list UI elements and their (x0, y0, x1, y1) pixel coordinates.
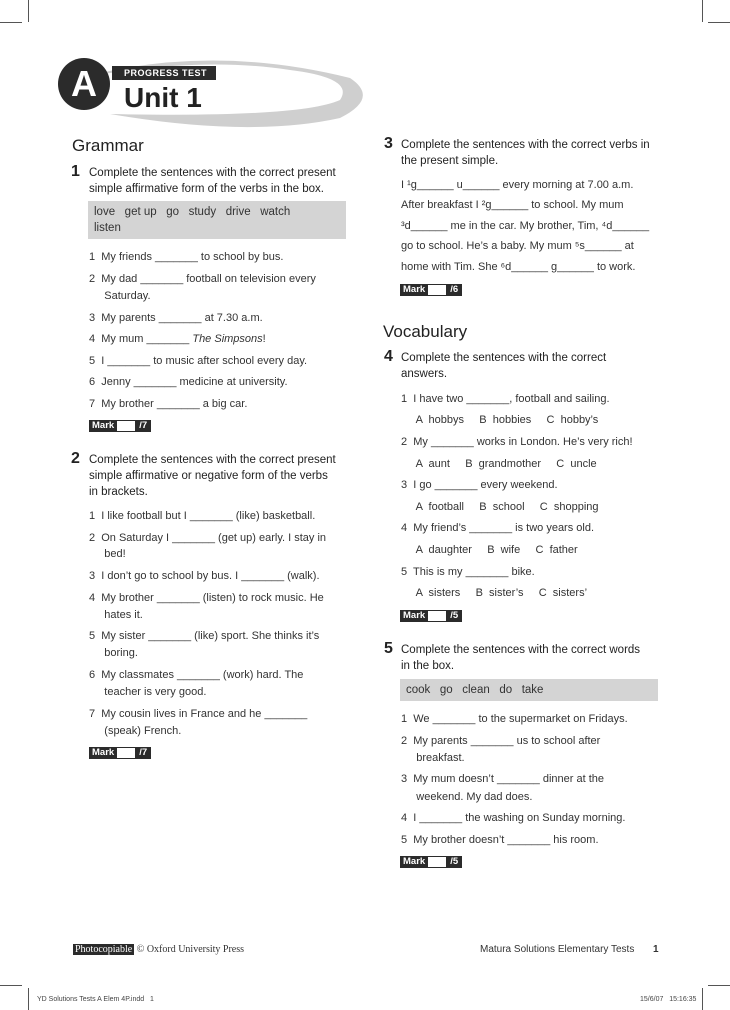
publisher-text: © Oxford University Press (136, 944, 245, 955)
sentence-item: 3 I don’t go to school by bus. I _______ (walk). (89, 570, 320, 582)
sentence-item: boring. (89, 647, 138, 659)
exercise-instruction: simple affirmative form of the verbs in the box. (89, 183, 324, 195)
mark-label: Mark (400, 856, 428, 868)
sentence-item: 1 I like football but I _______ (like) basketball. (89, 510, 316, 522)
sentence-item: (speak) French. (89, 725, 182, 737)
exercise-number: 4 (384, 348, 393, 365)
mark-blank (117, 747, 135, 759)
sentence-item: breakfast. (401, 752, 465, 764)
exercise-instruction: simple affirmative or negative form of the verbs (89, 470, 328, 482)
mark-blank (428, 610, 446, 622)
sentence-item: 6 Jenny _______ medicine at university. (89, 376, 288, 388)
unit-letter-badge: A (58, 58, 110, 110)
word-box-line: listen (94, 222, 121, 234)
text-line: ³d______ me in the car. My brother, Tim, ⁴d______ (401, 220, 650, 232)
sentence-item: 5 My brother doesn’t _______ his room. (401, 834, 599, 846)
crop-mark (702, 988, 703, 1010)
sentence-item: hates it. (89, 609, 143, 621)
sentence-item: 6 My classmates _______ (work) hard. The (89, 669, 304, 681)
copyright-footer (73, 944, 244, 955)
sentence-item (89, 331, 266, 348)
book-title-footer: Matura Solutions Elementary Tests (480, 944, 635, 955)
sentence-item: 4 My brother _______ (listen) to rock music. He (89, 592, 324, 604)
question-item: 3 I go _______ every weekend. (401, 479, 558, 491)
mark-blank (428, 284, 446, 296)
question-item: 5 This is my _______ bike. (401, 566, 535, 578)
mark-label: Mark (89, 747, 117, 759)
exercise-number: 1 (71, 163, 80, 180)
crop-mark (702, 0, 703, 22)
sentence-item: 3 My mum doesn’t _______ dinner at the (401, 773, 605, 785)
mark-blank (428, 856, 446, 868)
exercise-number: 5 (384, 640, 393, 657)
mark-box (400, 610, 462, 622)
mark-total: /7 (135, 747, 151, 759)
sentence-item: 5 I _______ to music after school every day. (89, 355, 308, 367)
mark-label: Mark (400, 284, 428, 296)
mark-box (89, 747, 151, 759)
sentence-text: 4 My mum _______ (89, 333, 193, 345)
mark-total: /7 (135, 420, 151, 432)
photocopiable-label: Photocopiable (75, 944, 133, 955)
sentence-item: 1 We _______ to the supermarket on Fridays. (401, 713, 628, 725)
crop-mark (0, 22, 22, 23)
text-line: home with Tim. She ⁶d______ g______ to work. (401, 261, 636, 273)
mark-label: Mark (89, 420, 117, 432)
grammar-heading: Grammar (72, 136, 144, 155)
exercise-instruction: in brackets. (89, 486, 148, 498)
question-item: 4 My friend’s _______ is two years old. (401, 522, 595, 534)
crop-mark (0, 985, 22, 986)
sentence-item: weekend. My dad does. (401, 791, 533, 803)
sentence-item: 1 My friends _______ to school by bus. (89, 251, 284, 263)
file-name-slug: YD Solutions Tests A Elem 4P.indd 1 (37, 996, 154, 1003)
text-line: I ¹g______ u______ every morning at 7.00 a.m. (401, 179, 634, 191)
crop-mark (28, 0, 29, 22)
sentence-item: 2 My parents _______ us to school after (401, 735, 601, 747)
crop-mark (28, 988, 29, 1010)
exercise-instruction: Complete the sentences with the correct words (401, 644, 641, 656)
answer-options: A aunt B grandmother C uncle (401, 458, 597, 470)
crop-mark (708, 985, 730, 986)
sentence-item: 7 My cousin lives in France and he _______ (89, 708, 308, 720)
exercise-instruction: Complete the sentences with the correct present (89, 167, 336, 179)
sentence-item: teacher is very good. (89, 686, 207, 698)
exercise-instruction: Complete the sentences with the correct (401, 352, 607, 364)
exercise-number: 3 (384, 135, 393, 152)
exercise-instruction: in the box. (401, 660, 455, 672)
mark-blank (117, 420, 135, 432)
sentence-item: 2 On Saturday I _______ (get up) early. I stay in (89, 532, 327, 544)
progress-test-banner: PROGRESS TEST (112, 66, 216, 80)
sentence-item: 7 My brother _______ a big car. (89, 398, 248, 410)
text-line: go to school. He’s a baby. My mum ⁵s______ at (401, 240, 634, 252)
print-timestamp: 15/6/07 15:16:35 (640, 996, 697, 1003)
question-item: 1 I have two _______, football and sailing. (401, 393, 610, 405)
exercise-number: 2 (71, 450, 80, 467)
mark-total: /5 (446, 610, 462, 622)
exercise-instruction: Complete the sentences with the correct present (89, 454, 336, 466)
sentence-item: 2 My dad _______ football on television every (89, 273, 316, 285)
exercise-instruction: the present simple. (401, 155, 499, 167)
mark-total: /5 (446, 856, 462, 868)
mark-box (89, 420, 151, 432)
question-item: 2 My _______ works in London. He’s very rich! (401, 436, 633, 448)
exercise-instruction: answers. (401, 368, 448, 380)
exercise-instruction: Complete the sentences with the correct verbs in (401, 139, 650, 151)
sentence-item: Saturday. (89, 290, 151, 302)
answer-options: A football B school C shopping (401, 501, 599, 513)
sentence-item: 4 I _______ the washing on Sunday morning. (401, 812, 626, 824)
sentence-end: ! (262, 333, 266, 345)
sentence-item: bed! (89, 548, 126, 560)
sentence-item: 3 My parents _______ at 7.30 a.m. (89, 312, 263, 324)
answer-options: A hobbys B hobbies C hobby’s (401, 414, 599, 426)
tv-show-title: The Simpsons (192, 333, 263, 345)
text-line: After breakfast I ²g______ to school. My mum (401, 199, 624, 211)
page-number: 1 (653, 944, 659, 955)
crop-mark (708, 22, 730, 23)
answer-options: A sisters B sister’s C sisters’ (401, 587, 588, 599)
mark-total: /6 (446, 284, 462, 296)
word-box: cook go clean do take (400, 679, 658, 701)
sentence-item: 5 My sister _______ (like) sport. She thinks it’s (89, 630, 320, 642)
mark-box (400, 284, 462, 296)
word-box (88, 201, 346, 239)
mark-box (400, 856, 462, 868)
vocabulary-heading: Vocabulary (383, 322, 468, 341)
unit-title: Unit 1 (124, 82, 202, 113)
answer-options: A daughter B wife C father (401, 544, 578, 556)
mark-label: Mark (400, 610, 428, 622)
word-box-line: love get up go study drive watch (94, 206, 291, 218)
